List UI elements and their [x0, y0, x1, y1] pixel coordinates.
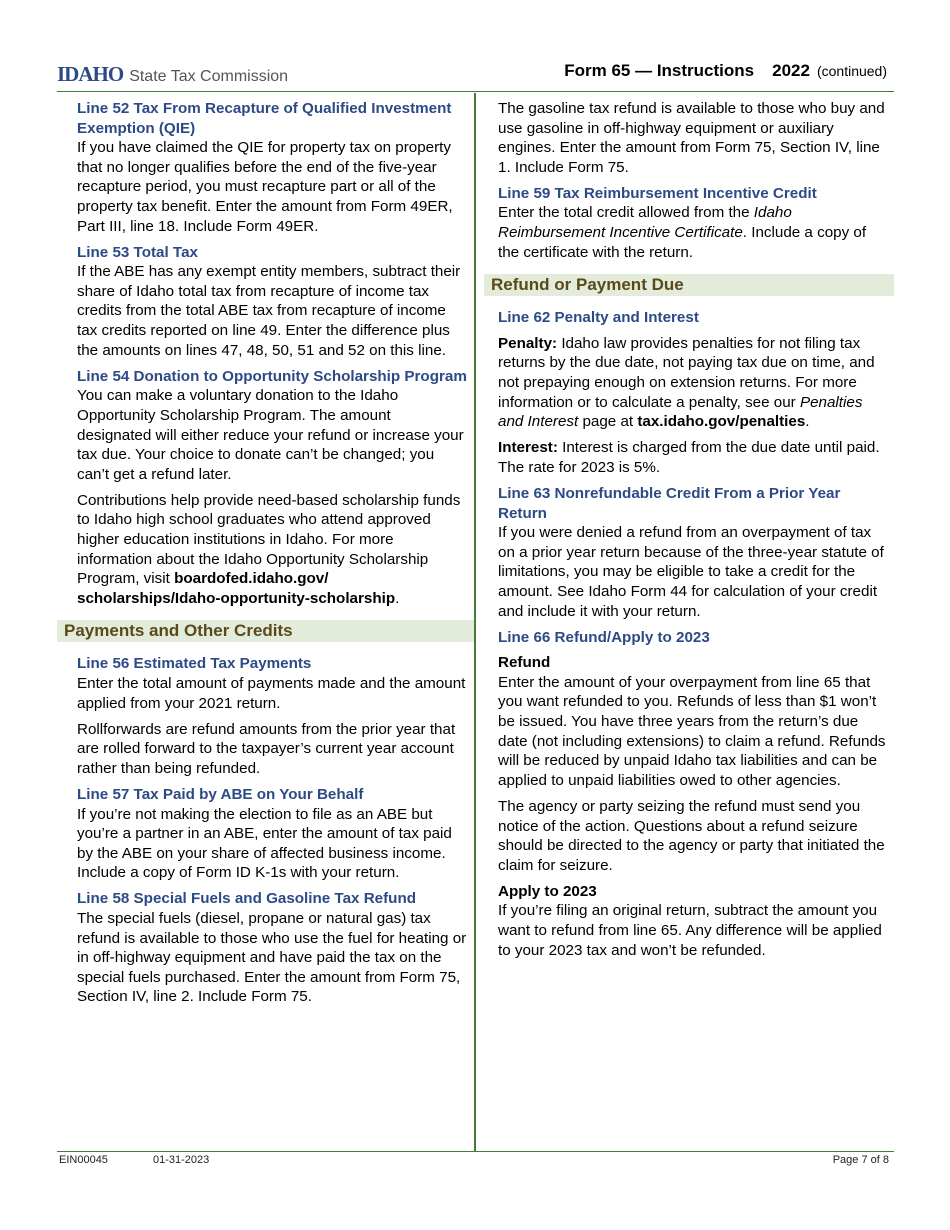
line-57-section [77, 785, 467, 883]
line-59-heading: Line 59 Tax Reimbursement Incentive Credit [498, 184, 817, 202]
line-66-section [498, 628, 888, 961]
section-refund-title: Refund or Payment Due [491, 275, 684, 295]
line-58-text: The special fuels (diesel, propane or natural gas) tax refund is available to those who use the fuel for heating or in off-highway equipment and have paid the tax on the special fuels purchased. Enter the amount from Form 75, Section IV, line 2. Include Form 75. [77, 909, 467, 1006]
footer-page-number: Page 7 of 8 [832, 1154, 889, 1166]
line-53-heading: Line 53 Total Tax [77, 243, 198, 261]
penalty-label: Penalty: [498, 334, 558, 352]
line-59-section [498, 184, 888, 262]
continued-label: (continued) [816, 63, 887, 79]
idaho-logo-mark: IDAHO [57, 62, 124, 86]
line-52-text: If you have claimed the QIE for property tax on property that no longer qualifies before the end of the five-year recapture period, you must recapture part or all of the property tax benefit. Enter the amount from Form 49ER, Part III, line 18. Include Form 49ER. [77, 139, 453, 235]
form-name: Form 65 — Instructions [564, 61, 755, 80]
penalties-page-name: Penalties and Interest [498, 393, 863, 431]
right-column [491, 99, 888, 967]
penalty-text: Idaho law provides penalties for not filing tax returns by the due date, not paying tax due on time, and not prepaying enough on extension returns. For more information or to calculate a penalty, see our [498, 334, 875, 411]
refund-subheading: Refund [498, 654, 551, 672]
penalty-text-2: page at [578, 413, 638, 431]
agency-name: State Tax Commission [129, 68, 289, 85]
line-58-heading: Line 58 Special Fuels and Gasoline Tax Refund [77, 890, 416, 908]
apply-subheading: Apply to 2023 [498, 882, 597, 900]
interest-label: Interest: [498, 439, 558, 457]
interest-paragraph [498, 438, 888, 477]
footer-rule [57, 1151, 894, 1152]
line-54-text-1: You can make a voluntary donation to the Idaho Opportunity Scholarship Program. The amount designated will either reduce your refund or increase your tax due. Your choice to donate can’t be changed; you can’t get a refund later. [77, 387, 464, 483]
line-52-section [77, 99, 467, 236]
line-59-text-b: . Include a copy of the certificate with the return. [498, 224, 867, 261]
line-66-heading: Line 66 Refund/Apply to 2023 [498, 628, 710, 646]
refund-text-1: Enter the amount of your overpayment from line 65 that you want refunded to you. Refunds of less than $1 won’t be issued. You have three years from the return’s due date (not including extensions) to claim a refund. Refunds will be reduced by unpaid Idaho tax liabilities and can be applied to unpaid liabilities owed to other agencies. [498, 673, 886, 789]
penalties-link[interactable]: tax.idaho.gov/penalties [637, 413, 806, 431]
line-59-text [498, 203, 888, 262]
form-title [564, 61, 887, 81]
line-53-section [77, 243, 467, 361]
line-58-section [77, 889, 467, 1007]
line-63-heading: Line 63 Nonrefundable Credit From a Prior Year Return [498, 485, 841, 522]
line-62-heading: Line 62 Penalty and Interest [498, 309, 699, 327]
section-payments-title: Payments and Other Credits [64, 621, 293, 641]
line-58-continued-text: The gasoline tax refund is available to those who buy and use gasoline in off-highway equipment or auxiliary engines. Enter the amount from Form 75, Section IV, line 1. Include Form 75. [498, 100, 885, 176]
line-54-heading: Line 54 Donation to Opportunity Scholarship Program [77, 367, 467, 385]
line-58-continued [498, 99, 888, 177]
line-59-certificate-name: Idaho Reimbursement Incentive Certificate [498, 204, 792, 242]
line-56-text-2: Rollforwards are refund amounts from the prior year that are rolled forward to the taxpayer’s current year account rather than being refunded. [77, 720, 456, 777]
left-column [64, 99, 467, 1013]
penalty-paragraph [498, 334, 888, 432]
line-56-heading: Line 56 Estimated Tax Payments [77, 655, 312, 673]
line-54-text-2 [77, 491, 467, 609]
form-year: 2022 [772, 61, 810, 80]
line-63-section [498, 484, 888, 621]
refund-text-2: The agency or party seizing the refund must send you notice of the action. Questions about a refund seizure should be directed to the agency or party that initiated the claim for seizure. [498, 797, 885, 874]
line-56-section [77, 654, 467, 778]
line-54-text-2-end: . [395, 589, 400, 607]
line-54-text-2-body: Contributions help provide need-based scholarship funds to Idaho high school graduates who attend approved higher education institutions in Idaho. For more information about the Idaho Opportunity Scholarship Program, visit [77, 491, 461, 588]
footer-code: EIN00045 [59, 1154, 108, 1166]
agency-logo [57, 62, 288, 87]
line-53-text: If the ABE has any exempt entity members, subtract their share of Idaho total tax from recapture of income tax credits from the total ABE tax from recapture of income tax credits reported on line 49. Enter the difference plus the amounts on lines 47, 48, 50, 51 and 52 on this line. [77, 263, 461, 359]
penalty-end: . [805, 413, 810, 431]
apply-text: If you’re filing an original return, subtract the amount you want to refund from line 65. Any difference will be applied to your 2023 tax and won’t be refunded. [498, 902, 882, 959]
line-57-text: If you’re not making the election to file as an ABE but you’re a partner in an ABE, enter the amount of tax paid by the ABE on your share of affected business income. Include a copy of Form ID K-1s with your return. [77, 805, 452, 882]
line-59-text-a: Enter the total credit allowed from the [498, 204, 754, 222]
line-62-section [498, 308, 888, 477]
column-divider [474, 93, 476, 1151]
line-52-heading: Line 52 Tax From Recapture of Qualified Investment Exemption (QIE) [77, 100, 452, 137]
page-header [57, 58, 894, 92]
line-54-section [77, 367, 467, 609]
scholarship-link[interactable]: boardofed.idaho.gov/ scholarships/Idaho-opportunity-scholarship [77, 570, 396, 607]
line-63-text: If you were denied a refund from an overpayment of tax on a prior year return because of the three-year statute of limitations, you may be eligible to take a credit for the amount. See Idaho Form 44 for calculation of your credit and include it with your return. [498, 524, 884, 620]
interest-text: Interest is charged from the due date until paid. The rate for 2023 is 5%. [498, 439, 880, 476]
footer-date: 01-31-2023 [153, 1154, 210, 1166]
line-57-heading: Line 57 Tax Paid by ABE on Your Behalf [77, 785, 364, 803]
section-payments-header [57, 620, 474, 642]
line-56-text-1: Enter the total amount of payments made and the amount applied from your 2021 return. [77, 674, 466, 712]
section-refund-header [484, 274, 894, 296]
